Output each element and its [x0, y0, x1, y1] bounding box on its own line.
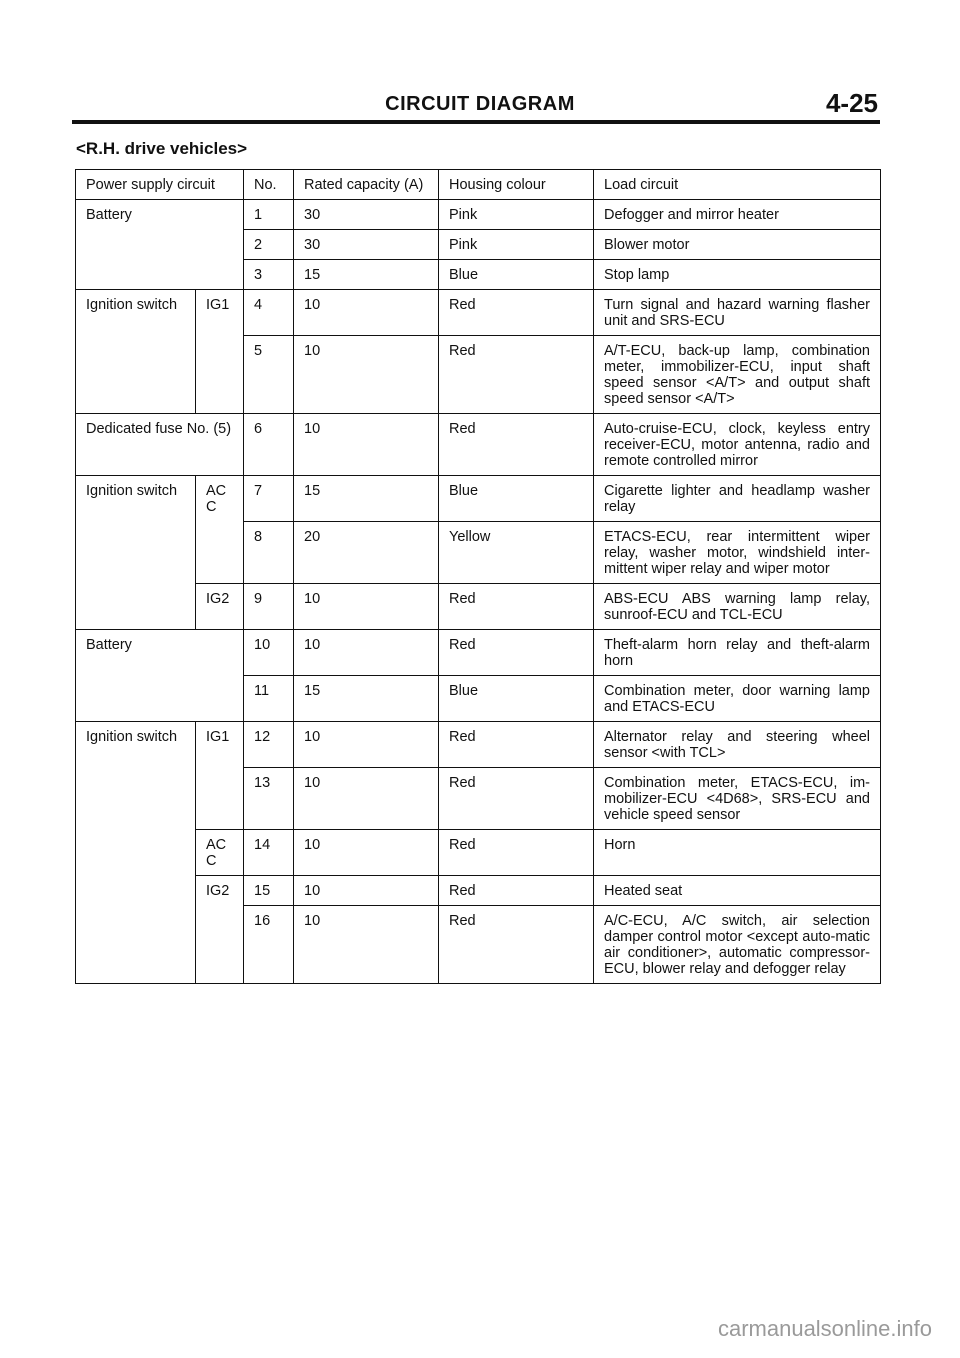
cell-housing: Red [439, 906, 594, 984]
cell-housing: Red [439, 768, 594, 830]
subgroup-ig1: IG1 [196, 290, 244, 414]
cell-load: Turn signal and hazard warning flasher unit and SRS-ECU [594, 290, 881, 336]
cell-load: ABS-ECU ABS warning lamp relay, sunroof-ECU and TCL-ECU [594, 584, 881, 630]
cell-rated: 15 [294, 676, 439, 722]
cell-load: Horn [594, 830, 881, 876]
cell-no: 2 [244, 230, 294, 260]
cell-rated: 10 [294, 630, 439, 676]
cell-housing: Red [439, 876, 594, 906]
subgroup-ig1: IG1 [196, 722, 244, 830]
cell-no: 13 [244, 768, 294, 830]
group-ignition-switch: Ignition switch [76, 476, 196, 630]
cell-rated: 20 [294, 522, 439, 584]
cell-rated: 10 [294, 906, 439, 984]
fuse-table [75, 169, 881, 984]
header-rated-capacity: Rated capacity (A) [294, 170, 439, 200]
cell-no: 16 [244, 906, 294, 984]
table-row [76, 414, 881, 476]
cell-housing: Red [439, 722, 594, 768]
cell-rated: 10 [294, 876, 439, 906]
cell-housing: Yellow [439, 522, 594, 584]
header-load-circuit: Load circuit [594, 170, 881, 200]
group-dedicated-fuse: Dedicated fuse No. (5) [76, 414, 244, 476]
group-battery: Battery [76, 200, 244, 290]
source-watermark: carmanualsonline.info [717, 1316, 932, 1341]
cell-rated: 30 [294, 200, 439, 230]
cell-housing: Red [439, 336, 594, 414]
table-row [76, 722, 881, 768]
group-ignition-switch: Ignition switch [76, 290, 196, 414]
header-no: No. [244, 170, 294, 200]
cell-rated: 10 [294, 414, 439, 476]
cell-rated: 10 [294, 290, 439, 336]
cell-no: 15 [244, 876, 294, 906]
cell-no: 9 [244, 584, 294, 630]
table-row [76, 630, 881, 676]
cell-load: ETACS-ECU, rear intermittent wiper relay, washer motor, windshield inter-mittent wiper relay and wiper motor [594, 522, 881, 584]
table-header-row [76, 170, 881, 200]
table-row [76, 476, 881, 522]
subgroup-acc: ACC [196, 476, 244, 584]
header-housing-colour: Housing colour [439, 170, 594, 200]
cell-load: Alternator relay and steering wheel sensor <with TCL> [594, 722, 881, 768]
cell-housing: Blue [439, 260, 594, 290]
cell-no: 14 [244, 830, 294, 876]
cell-load: Cigarette lighter and headlamp washer relay [594, 476, 881, 522]
cell-no: 11 [244, 676, 294, 722]
cell-rated: 30 [294, 230, 439, 260]
cell-housing: Blue [439, 476, 594, 522]
cell-housing: Red [439, 584, 594, 630]
cell-housing: Pink [439, 200, 594, 230]
cell-rated: 10 [294, 336, 439, 414]
cell-housing: Red [439, 414, 594, 476]
table-row [76, 290, 881, 336]
cell-no: 4 [244, 290, 294, 336]
page-number: 4-25 [825, 88, 878, 118]
cell-rated: 10 [294, 768, 439, 830]
cell-no: 5 [244, 336, 294, 414]
cell-load: Defogger and mirror heater [594, 200, 881, 230]
cell-no: 8 [244, 522, 294, 584]
table-row [76, 584, 881, 630]
cell-housing: Pink [439, 230, 594, 260]
group-ignition-switch: Ignition switch [76, 722, 196, 984]
cell-load: Heated seat [594, 876, 881, 906]
header-divider [72, 120, 880, 124]
cell-housing: Red [439, 290, 594, 336]
cell-load: Theft-alarm horn relay and theft-alarm horn [594, 630, 881, 676]
cell-rated: 10 [294, 584, 439, 630]
cell-rated: 10 [294, 722, 439, 768]
header-power-supply: Power supply circuit [76, 170, 244, 200]
cell-housing: Red [439, 830, 594, 876]
table-row [76, 200, 881, 230]
cell-housing: Blue [439, 676, 594, 722]
cell-housing: Red [439, 630, 594, 676]
section-subtitle: <R.H. drive vehicles> [76, 139, 248, 158]
cell-load: Auto-cruise-ECU, clock, keyless entry receiver-ECU, motor antenna, radio and remote controlled mirror [594, 414, 881, 476]
group-battery: Battery [76, 630, 244, 722]
cell-load: Combination meter, ETACS-ECU, im-mobilizer-ECU <4D68>, SRS-ECU and vehicle speed sensor [594, 768, 881, 830]
cell-load: Combination meter, door warning lamp and ETACS-ECU [594, 676, 881, 722]
cell-rated: 10 [294, 830, 439, 876]
subgroup-ig2: IG2 [196, 584, 244, 630]
subgroup-acc: ACC [196, 830, 244, 876]
cell-load: Blower motor [594, 230, 881, 260]
table-row [76, 830, 881, 876]
cell-rated: 15 [294, 476, 439, 522]
cell-load: A/C-ECU, A/C switch, air selection damper control motor <except auto-matic air conditioner>, automatic compressor-ECU, blower relay and defogger relay [594, 906, 881, 984]
subgroup-ig2: IG2 [196, 876, 244, 984]
cell-no: 10 [244, 630, 294, 676]
cell-load: Stop lamp [594, 260, 881, 290]
cell-rated: 15 [294, 260, 439, 290]
cell-no: 1 [244, 200, 294, 230]
cell-no: 3 [244, 260, 294, 290]
page-title: CIRCUIT DIAGRAM [385, 93, 575, 115]
cell-no: 6 [244, 414, 294, 476]
table-row [76, 876, 881, 906]
cell-no: 7 [244, 476, 294, 522]
cell-no: 12 [244, 722, 294, 768]
cell-load: A/T-ECU, back-up lamp, combination meter, immobilizer-ECU, input shaft speed sensor <A/T> and output shaft speed sensor <A/T> [594, 336, 881, 414]
